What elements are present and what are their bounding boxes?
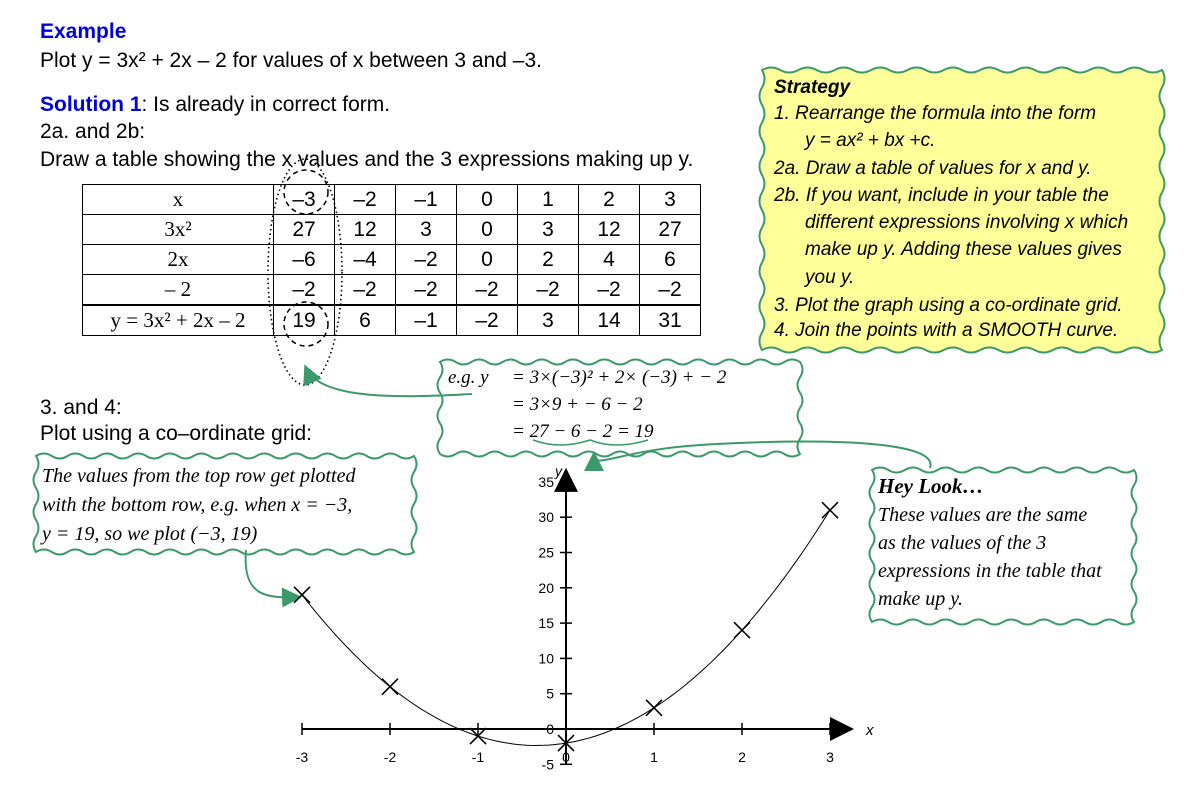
- table-cell: –2: [274, 275, 335, 306]
- hey-look-line-4: make up y.: [878, 588, 963, 610]
- table-cell: –2: [518, 275, 579, 306]
- y-tick-label: 30: [538, 509, 554, 526]
- table-cell: –2: [640, 275, 701, 306]
- x-axis-label: x: [866, 722, 874, 739]
- x-tick-label: 0: [562, 749, 570, 765]
- strategy-step-1: 1. Rearrange the formula into the form: [774, 103, 1097, 124]
- y-tick-label: 25: [538, 544, 554, 561]
- strategy-step-2b: 2b. If you want, include in your table the: [774, 185, 1109, 206]
- strategy-step-3: 3. Plot the graph using a co-ordinate grid.: [774, 295, 1123, 316]
- solution-rest: : Is already in correct form.: [141, 93, 391, 116]
- table-cell: 3: [518, 215, 579, 245]
- table-cell: 12: [579, 215, 640, 245]
- hey-look-title: Hey Look…: [878, 474, 984, 498]
- row-label: 2x: [83, 245, 274, 275]
- strategy-step-4: 4. Join the points with a SMOOTH curve.: [774, 320, 1119, 341]
- row-label: – 2: [83, 275, 274, 306]
- example-calc-line-3: = 27 − 6 − 2 = 19: [512, 421, 654, 442]
- plot-note-line-1: The values from the top row get plotted: [42, 465, 356, 487]
- solution-heading: Solution 1: [40, 93, 142, 116]
- strategy-step-2a: 2a. Draw a table of values for x and y.: [774, 158, 1092, 179]
- table-cell: 31: [640, 305, 701, 336]
- data-point-cross: [646, 700, 662, 716]
- data-point-cross: [294, 587, 310, 603]
- table-cell: –1: [396, 305, 457, 336]
- table-cell: –6: [274, 245, 335, 275]
- problem-statement: Plot y = 3x² + 2x – 2 for values of x between 3 and –3.: [40, 49, 542, 72]
- data-point-cross: [382, 679, 398, 695]
- table-cell: 0: [457, 245, 518, 275]
- row-label: x: [83, 185, 274, 215]
- strategy-title: Strategy: [774, 77, 851, 98]
- step-2ab-label: 2a. and 2b:: [40, 120, 146, 143]
- table-cell: 27: [274, 215, 335, 245]
- y-axis-label: y: [555, 462, 562, 479]
- column-highlight-ellipse: [268, 159, 342, 385]
- plot-note-arrow: [246, 550, 298, 597]
- strategy-step-2b-cont2: make up y. Adding these values gives: [805, 239, 1122, 260]
- table-cell: 3: [640, 185, 701, 215]
- plot-note-line-2: with the bottom row, e.g. when x = −3,: [42, 494, 353, 516]
- strategy-panel: [760, 68, 1162, 350]
- y-value-circle: [284, 302, 328, 346]
- table-cell: 3: [396, 215, 457, 245]
- x-tick-label: 3: [826, 749, 834, 765]
- y-tick-label: -5: [541, 756, 554, 773]
- table-cell: –3: [274, 185, 335, 215]
- x-tick-label: -1: [471, 749, 485, 765]
- step-34-label: 3. and 4:: [40, 396, 122, 419]
- example-calc-lhs: e.g. y: [448, 367, 489, 388]
- table-cell: –4: [335, 245, 396, 275]
- table-cell: –2: [396, 275, 457, 306]
- x-value-circle: [284, 170, 328, 214]
- y-tick-label: 15: [538, 615, 554, 632]
- table-cell: 6: [335, 305, 396, 336]
- row-label: y = 3x² + 2x – 2: [83, 305, 274, 336]
- table-cell: 1: [518, 185, 579, 215]
- x-tick-label: 2: [738, 749, 746, 765]
- table-cell: –2: [335, 185, 396, 215]
- table-cell: 2: [579, 185, 640, 215]
- table-cell: 19: [274, 305, 335, 336]
- y-tick-label: 20: [538, 579, 554, 596]
- y-tick-label: 0: [546, 721, 554, 737]
- example-calc-line-1: = 3×(−3)² + 2× (−3) + − 2: [512, 367, 727, 388]
- data-point-cross: [734, 622, 750, 638]
- table-cell: –2: [457, 275, 518, 306]
- strategy-step-2b-cont3: you y.: [805, 267, 855, 288]
- table-cell: 3: [518, 305, 579, 336]
- table-cell: 4: [579, 245, 640, 275]
- strategy-step-1-formula: y = ax² + bx +c.: [805, 130, 936, 151]
- table-intro: Draw a table showing the x values and the 3 expressions making up y.: [40, 148, 694, 171]
- example-heading: Example: [40, 20, 127, 43]
- table-cell: 6: [640, 245, 701, 275]
- data-point-cross: [822, 502, 838, 518]
- y-tick-label: 35: [538, 473, 554, 490]
- table-cell: –2: [335, 275, 396, 306]
- table-cell: 2: [518, 245, 579, 275]
- y-tick-label: 5: [546, 685, 554, 702]
- example-calc-line-2: = 3×9 + − 6 − 2: [512, 394, 643, 415]
- strategy-step-2b-cont1: different expressions involving x which: [805, 212, 1129, 233]
- table-cell: –2: [579, 275, 640, 306]
- plot-note-line-3: y = 19, so we plot (−3, 19): [42, 523, 258, 545]
- table-cell: 0: [457, 185, 518, 215]
- table-cell: –2: [396, 245, 457, 275]
- x-tick-label: 1: [650, 749, 658, 765]
- table-cell: –1: [396, 185, 457, 215]
- step-34-desc: Plot using a co–ordinate grid:: [40, 422, 313, 445]
- hey-look-line-3: expressions in the table that: [878, 560, 1102, 582]
- x-tick-label: -2: [383, 749, 397, 765]
- y-tick-label: 10: [538, 650, 554, 667]
- table-cell: 14: [579, 305, 640, 336]
- x-tick-label: -3: [295, 749, 309, 765]
- hey-look-line-2: as the values of the 3: [878, 532, 1047, 554]
- hey-look-line-1: These values are the same: [878, 504, 1088, 526]
- table-cell: 27: [640, 215, 701, 245]
- row-label: 3x²: [83, 215, 274, 245]
- table-cell: 12: [335, 215, 396, 245]
- table-cell: 0: [457, 215, 518, 245]
- table-cell: –2: [457, 305, 518, 336]
